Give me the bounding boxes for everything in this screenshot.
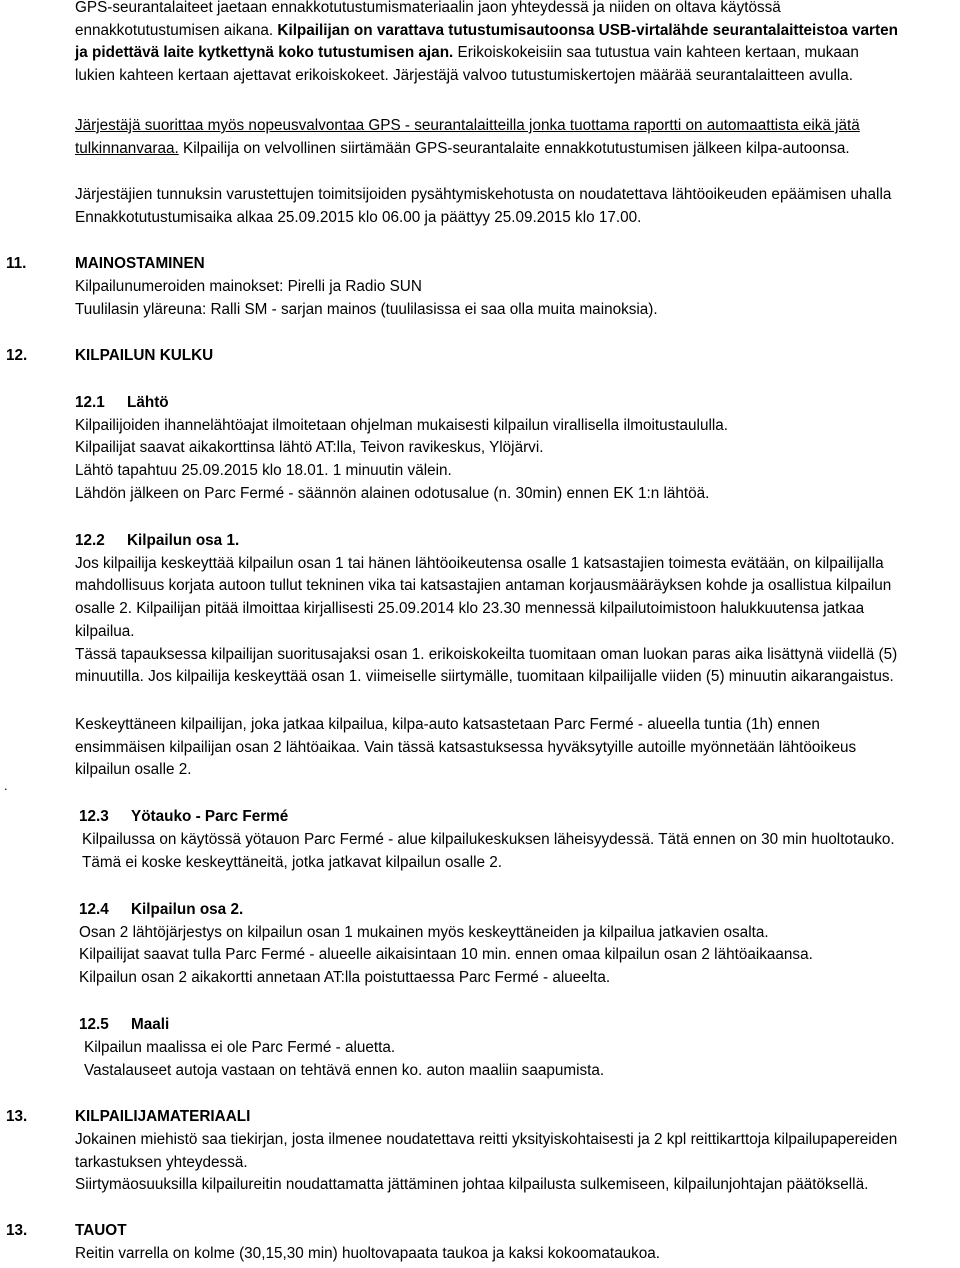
- subsection-heading: 12.1 Lähtö: [75, 394, 169, 411]
- text-line: Vastalauseet autoja vastaan on tehtävä ennen ko. auton maaliin saapumista.: [84, 1061, 605, 1079]
- finish-paragraph: [84, 1037, 956, 1082]
- text-line: Siirtymäosuuksilla kilpailureitin noudattamatta jättäminen johtaa kilpailusta sulkemiseen, kilpailunjohtajan päätöksellä.: [75, 1176, 869, 1194]
- text-line: tulkinnanvaraa. Kilpailija on velvollinen siirtämään GPS-seurantalaite ennakkotutustumisen jälkeen kilpa-autoonsa.: [75, 139, 850, 157]
- subsection-heading: 12.3 Yötauko - Parc Fermé: [79, 808, 289, 825]
- text-line: Kilpailijat saavat aikakorttinsa lähtö AT:lla, Teivon ravikeskus, Ylöjärvi.: [75, 439, 544, 457]
- subsection-start: [75, 392, 956, 506]
- text-line: tarkastuksen yhteydessä.: [75, 1153, 248, 1171]
- section-title: KILPAILUN KULKU: [75, 347, 214, 364]
- text-line: GPS-seurantalaiteet jaetaan ennakkotutustumismateriaalin jaon yhteydessä ja niiden on oltava käytössä: [75, 0, 781, 16]
- text-line: Kilpailijoiden ihannelähtöajat ilmoitetaan ohjelman mukaisesti kilpailun virallisella ilmoitustaululla.: [75, 416, 729, 434]
- text-line: Tämä ei koske keskeyttäneitä, jotka jatkavat kilpailun osalle 2.: [82, 853, 503, 871]
- text-line: Kilpailunumeroiden mainokset: Pirelli ja Radio SUN: [75, 278, 422, 295]
- stop-sign-paragraph: [75, 184, 956, 229]
- text-line: ennakkotutustumisen aikana. Kilpailijan on varattava tutustumisautoonsa USB-virtalähde seurantalaitteistoa varten: [75, 21, 898, 39]
- text-line: Reitin varrella on kolme (30,15,30 min) huoltovapaata taukoa ja kaksi kokoomataukoa.: [75, 1245, 661, 1262]
- advertising-paragraph: [75, 276, 956, 321]
- subsection-part2: [79, 899, 956, 990]
- text-line: Kilpailun osan 2 aikakortti annetaan AT:lla poistuttaessa Parc Fermé - alueelta.: [79, 969, 611, 987]
- text-line: Kilpailussa on käytössä yötauon Parc Fermé - alue kilpailukeskuksen läheisyydessä. Tätä ennen on 30 min huoltotauko.: [82, 831, 895, 848]
- text-line: minuutilla. Jos kilpailija keskeyttää osan 1. viimeiselle siirtymälle, tuomitaan kilpailijalle viiden (5) minuutin aikarangaistus.: [75, 668, 894, 686]
- text-line: Osan 2 lähtöjärjestys on kilpailun osan 1 mukainen myös keskeyttäneiden ja kilpailua jatkavien osalta.: [79, 923, 769, 941]
- section-title: TAUOT: [75, 1222, 127, 1239]
- text-line: Tuulilasin yläreuna: Ralli SM - sarjan mainos (tuulilasissa ei saa olla muita mainoksia).: [75, 300, 658, 318]
- subsection-part1: [75, 530, 956, 689]
- text-line: Kilpailijat saavat tulla Parc Fermé - alueelle aikaisintaan 10 min. ennen omaa kilpailun osan 2 lähtöaikaansa.: [79, 946, 813, 964]
- inspection-paragraph: [75, 714, 956, 782]
- section-number: 11.: [6, 255, 27, 272]
- text-line: Ennakkotutustumisaika alkaa 25.09.2015 klo 06.00 ja päättyy 25.09.2015 klo 17.00.: [75, 208, 642, 226]
- breaks-paragraph: [75, 1243, 956, 1266]
- materials-paragraph: [75, 1129, 956, 1197]
- text-line: ensimmäisen kilpailijan osan 2 lähtöaikaa. Vain tässä katsastuksessa hyväksytyille autoille myönnetään lähtöoikeus: [75, 738, 857, 756]
- text-line: Lähtö tapahtuu 25.09.2015 klo 18.01. 1 minuutin välein.: [75, 462, 452, 480]
- gps-paragraph: [75, 0, 956, 88]
- text-line: Järjestäjien tunnuksin varustettujen toimitsijoiden pysähtymiskehotusta on noudatettava lähtöoikeuden epäämisen uhalla: [75, 186, 892, 203]
- text-line: Keskeyttäneen kilpailijan, joka jatkaa kilpailua, kilpa-auto katsastetaan Parc Fermé - alueella tuntia (1h) ennen: [75, 716, 820, 733]
- section-number: 12.: [6, 347, 28, 364]
- text-line: Järjestäjä suorittaa myös nopeusvalvontaa GPS - seurantalaitteilla jonka tuottama raportti on automaattista eikä jätä: [75, 117, 860, 134]
- subsection-heading: 12.5 Maali: [79, 1016, 170, 1033]
- subsection-heading: 12.4 Kilpailun osa 2.: [79, 901, 244, 918]
- text-line: Jos kilpailija keskeyttää kilpailun osan 1 tai hänen lähtöoikeutensa osalle 1 katsastajien toimesta evätään, on kilpailijalla: [75, 554, 884, 572]
- subsection-finish: [79, 1014, 956, 1037]
- text-line: lukien kahteen kertaan ajettavat erikoiskokeet. Järjestäjä valvoo tutustumiskertojen määrää seurantalaitteen avulla.: [75, 67, 854, 85]
- night-break-paragraph: [82, 829, 956, 874]
- text-line: Jokainen miehistö saa tiekirjan, josta ilmenee noudatettava reitti yksityiskohtaisesti ja 2 kpl reittikarttoja kilpailupapereiden: [75, 1131, 898, 1148]
- margin-mark: .: [4, 778, 8, 793]
- text-line: Kilpailun maalissa ei ole Parc Fermé - aluetta.: [84, 1039, 396, 1056]
- text-line: kilpailun osalle 2.: [75, 761, 192, 779]
- text-line: kilpailua.: [75, 622, 135, 640]
- speed-control-paragraph: [75, 115, 956, 160]
- subsection-heading: 12.2 Kilpailun osa 1.: [75, 532, 240, 549]
- section-number: 13.: [6, 1108, 28, 1125]
- section-number: 13.: [6, 1222, 28, 1239]
- text-line: mahdollisuus korjata autoon tullut tekninen vika tai katsastajien antaman korjausmääräyksen kohde ja osallistua kilpailun: [75, 577, 892, 595]
- section-title: KILPAILIJAMATERIAALI: [75, 1108, 251, 1125]
- text-line: ja pidettävä laite kytkettynä koko tutustumisen ajan. Erikoiskokeisiin saa tutustua vain kahteen kertaan, mukaan: [75, 44, 859, 62]
- subsection-night-break: [79, 806, 956, 829]
- text-line: osalle 2. Kilpailijan pitää ilmoittaa kirjallisesti 25.09.2014 klo 23.30 mennessä kilpailutoimistoon halukkuutensa jatkaa: [75, 600, 865, 618]
- section-title: MAINOSTAMINEN: [75, 255, 205, 272]
- text-line: Lähdön jälkeen on Parc Fermé - säännön alainen odotusalue (n. 30min) ennen EK 1:n lähtöä.: [75, 484, 710, 502]
- text-line: Tässä tapauksessa kilpailijan suoritusajaksi osan 1. erikoiskokeilta tuomitaan oman luokan paras aika lisättynä viidellä (5): [75, 645, 898, 663]
